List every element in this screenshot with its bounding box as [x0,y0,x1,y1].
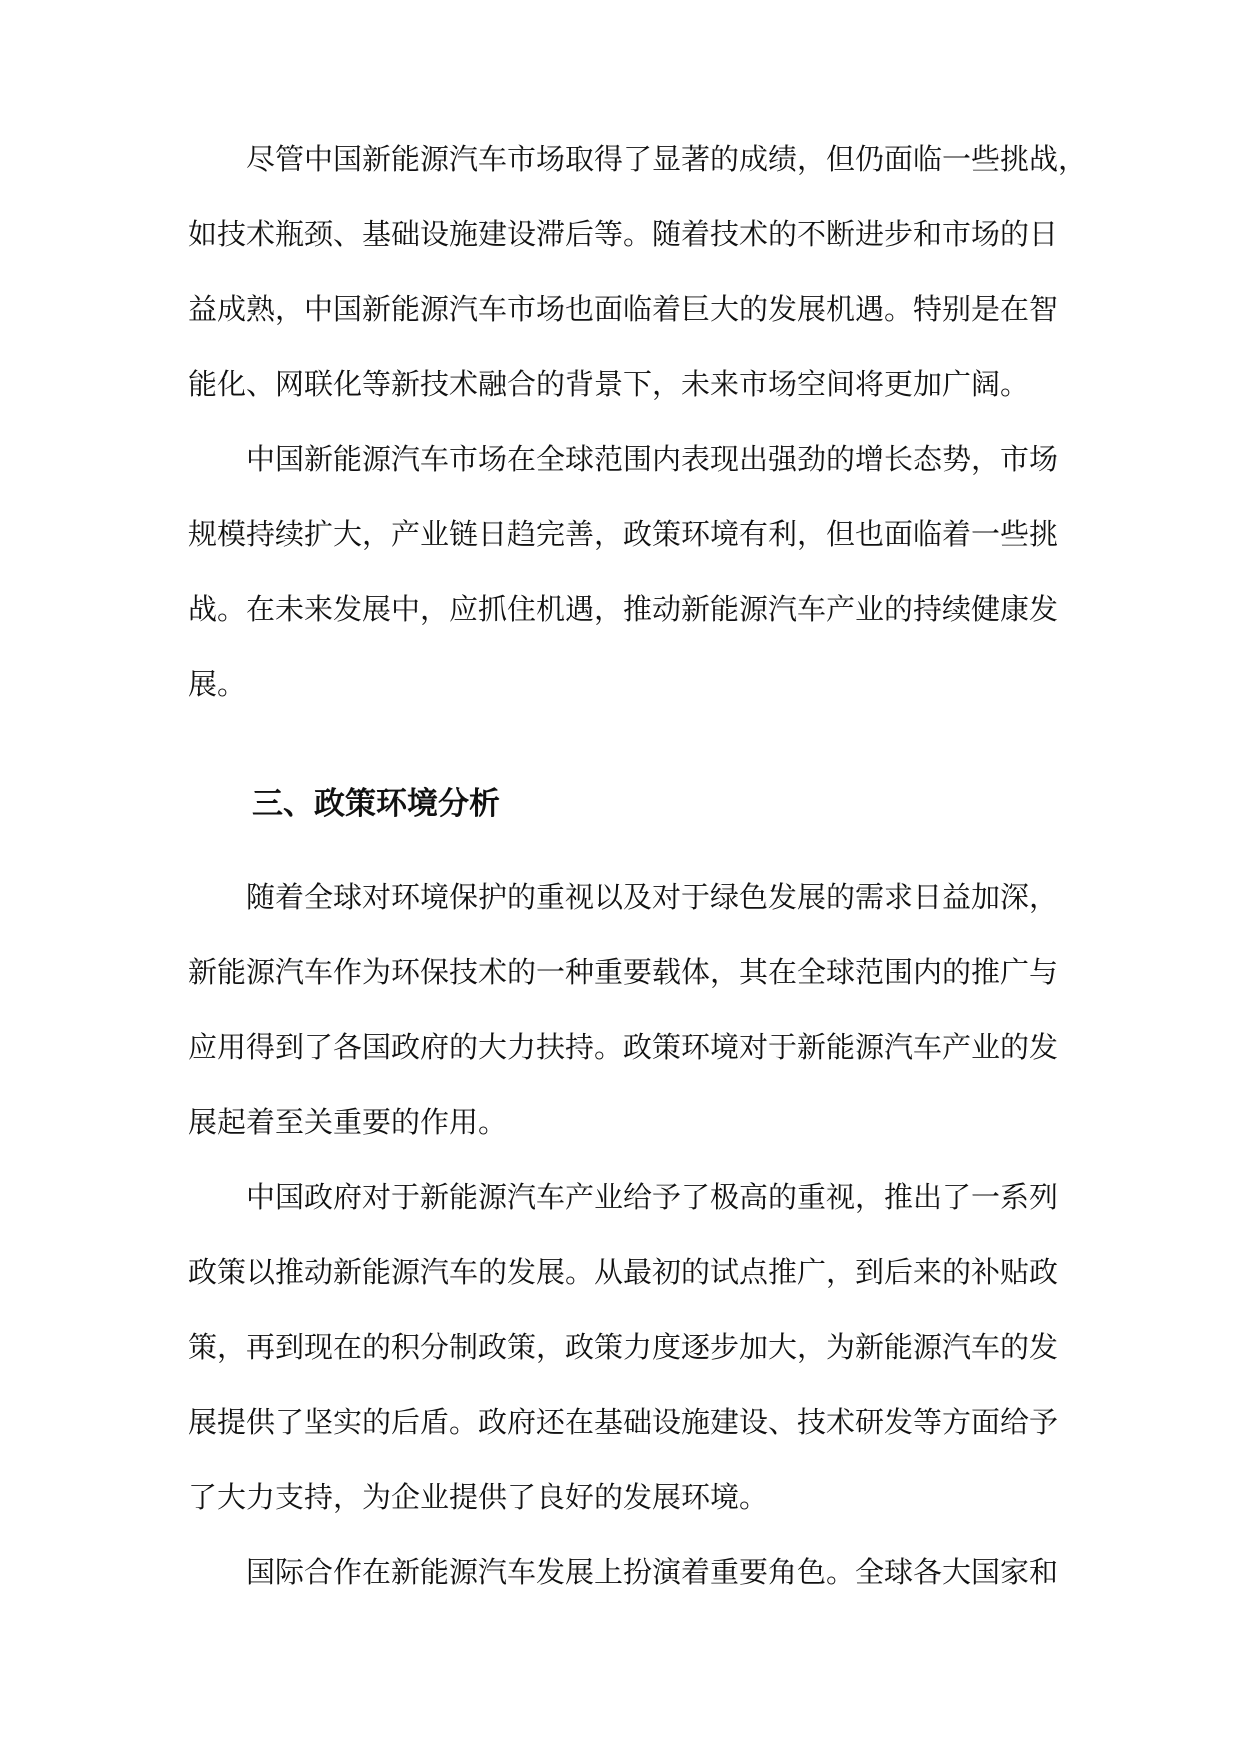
paragraph-line: 益成熟，中国新能源汽车市场也面临着巨大的发展机遇。特别是在智 [188,292,1059,326]
paragraph-challenges [188,122,1088,422]
paragraph-line: 策，再到现在的积分制政策，政策力度逐步加大，为新能源汽车的发 [188,1330,1059,1364]
paragraph-line: 展。 [188,667,247,701]
paragraph-line: 中国新能源汽车市场在全球范围内表现出强劲的增长态势，市场 [246,442,1059,476]
paragraph-line: 展起着至关重要的作用。 [188,1105,508,1139]
paragraph-line: 中国政府对于新能源汽车产业给予了极高的重视，推出了一系列 [246,1180,1059,1214]
paragraph-line: 随着全球对环境保护的重视以及对于绿色发展的需求日益加深， [246,880,1059,914]
paragraph-line: 能化、网联化等新技术融合的背景下，未来市场空间将更加广阔。 [188,367,1030,401]
section-heading: 三、政策环境分析 [252,786,500,822]
paragraph-line: 规模持续扩大，产业链日趋完善，政策环境有利，但也面临着一些挑 [188,517,1059,551]
paragraph-policy-intro [188,860,1068,1160]
paragraph-line: 政策以推动新能源汽车的发展。从最初的试点推广，到后来的补贴政 [188,1255,1059,1289]
paragraph-line: 尽管中国新能源汽车市场取得了显著的成绩，但仍面临一些挑战， [246,142,1088,176]
paragraph-government-policy [188,1160,1068,1535]
paragraph-international-cooperation [188,1535,1068,1610]
paragraph-line: 战。在未来发展中，应抓住机遇，推动新能源汽车产业的持续健康发 [188,592,1059,626]
paragraph-line: 国际合作在新能源汽车发展上扮演着重要角色。全球各大国家和 [246,1555,1059,1589]
paragraph-line: 展提供了坚实的后盾。政府还在基础设施建设、技术研发等方面给予 [188,1405,1059,1439]
paragraph-line: 新能源汽车作为环保技术的一种重要载体，其在全球范围内的推广与 [188,955,1059,989]
paragraph-line: 如技术瓶颈、基础设施建设滞后等。随着技术的不断进步和市场的日 [188,217,1059,251]
paragraph-line: 应用得到了各国政府的大力扶持。政策环境对于新能源汽车产业的发 [188,1030,1059,1064]
paragraph-summary [188,422,1068,722]
paragraph-line: 了大力支持，为企业提供了良好的发展环境。 [188,1480,769,1514]
